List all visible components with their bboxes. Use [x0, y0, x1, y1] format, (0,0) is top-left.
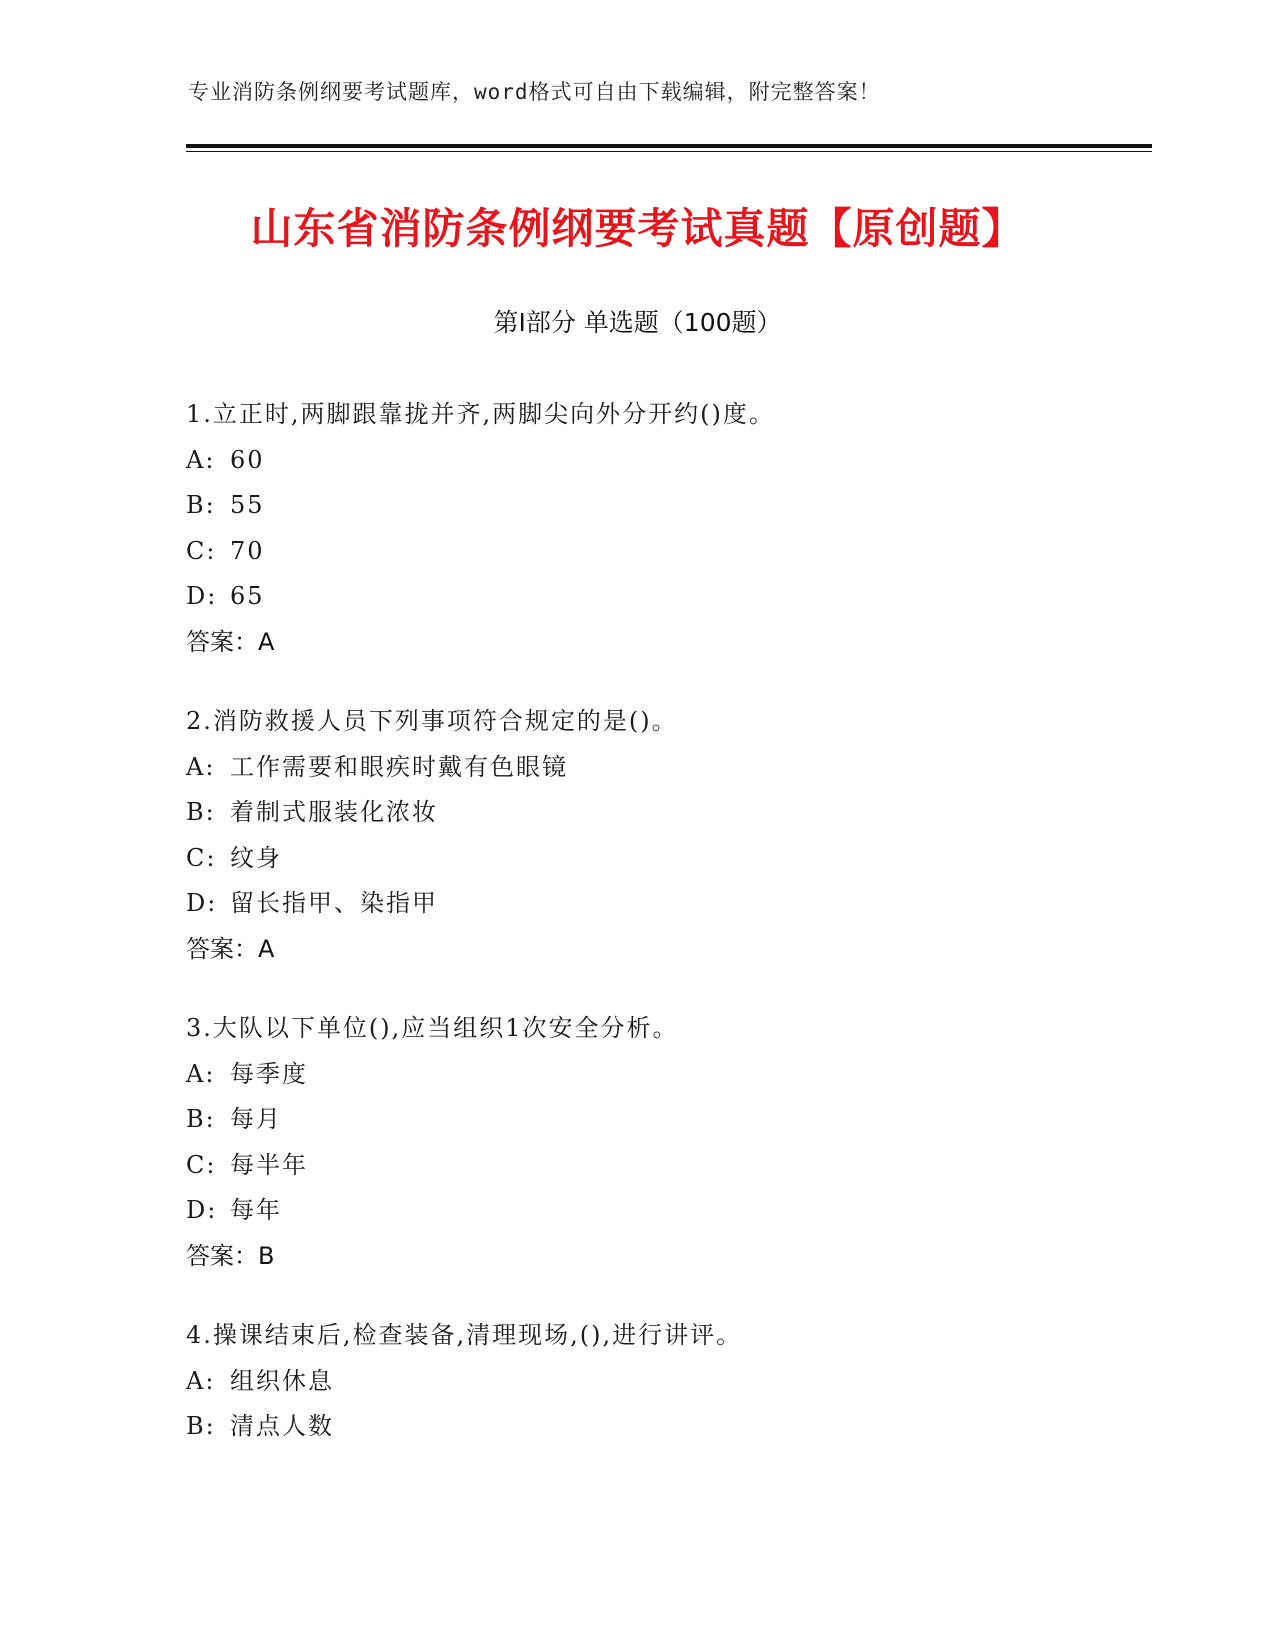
option-letter: B: [186, 491, 216, 519]
answer-line: 答案：A [186, 627, 275, 656]
option-text: 着制式服装化浓妆 [230, 798, 438, 826]
question-item [186, 1006, 1146, 1279]
option-letter: A: [186, 445, 216, 474]
option-text: 清点人数 [230, 1412, 334, 1440]
option-c [186, 529, 1146, 575]
option-a [186, 1052, 1146, 1098]
option-c [186, 1143, 1146, 1189]
document-title: 山东省消防条例纲要考试真题【原创题】 [250, 204, 1025, 253]
option-text: 60 [230, 445, 265, 474]
question-stem: 4.操课结束后,检查装备,清理现场,(),进行讲评。 [186, 1321, 743, 1349]
question-item [186, 1313, 1146, 1450]
header-rule-thick [186, 144, 1152, 148]
option-text: 纹身 [230, 843, 282, 872]
option-d [186, 1188, 1146, 1234]
option-text: 55 [230, 491, 265, 519]
option-a [186, 745, 1146, 791]
option-letter: D: [186, 1196, 218, 1224]
header-rule-thin [186, 151, 1152, 152]
option-text: 每年 [230, 1196, 282, 1224]
option-b [186, 1404, 1146, 1450]
option-letter: D: [186, 889, 218, 917]
option-letter: C: [186, 1150, 217, 1179]
option-letter: A: [186, 1366, 216, 1395]
option-text: 每月 [230, 1105, 282, 1133]
question-item [186, 699, 1146, 972]
option-b [186, 1097, 1146, 1143]
question-item [186, 392, 1146, 665]
option-letter: B: [186, 1412, 216, 1440]
option-letter: C: [186, 536, 217, 565]
option-a [186, 1359, 1146, 1405]
option-letter: B: [186, 1105, 216, 1133]
option-letter: A: [186, 752, 216, 781]
question-stem: 3.大队以下单位(),应当组织1次安全分析。 [186, 1014, 679, 1042]
answer-line: 答案：A [186, 934, 275, 963]
option-d [186, 574, 1146, 620]
option-text: 工作需要和眼疾时戴有色眼镜 [230, 752, 568, 781]
option-d [186, 881, 1146, 927]
option-text: 组织休息 [230, 1366, 334, 1395]
option-text: 65 [230, 582, 265, 610]
option-c [186, 836, 1146, 882]
option-text: 每半年 [230, 1150, 308, 1179]
option-b [186, 483, 1146, 529]
question-stem: 2.消防救援人员下列事项符合规定的是()。 [186, 707, 678, 735]
option-letter: A: [186, 1059, 216, 1088]
option-text: 70 [230, 536, 265, 565]
section-heading: 第Ⅰ部分 单选题（100题） [493, 308, 782, 337]
option-text: 留长指甲、染指甲 [230, 889, 438, 917]
option-letter: D: [186, 582, 218, 610]
question-stem: 1.立正时,两脚跟靠拢并齐,两脚尖向外分开约()度。 [186, 400, 775, 428]
option-letter: C: [186, 843, 217, 872]
option-a [186, 438, 1146, 484]
header-note: 专业消防条例纲要考试题库，word格式可自由下载编辑，附完整答案！ [188, 80, 881, 104]
answer-line: 答案：B [186, 1241, 275, 1270]
option-b [186, 790, 1146, 836]
question-list [186, 392, 1146, 1484]
option-letter: B: [186, 798, 216, 826]
option-text: 每季度 [230, 1059, 308, 1088]
